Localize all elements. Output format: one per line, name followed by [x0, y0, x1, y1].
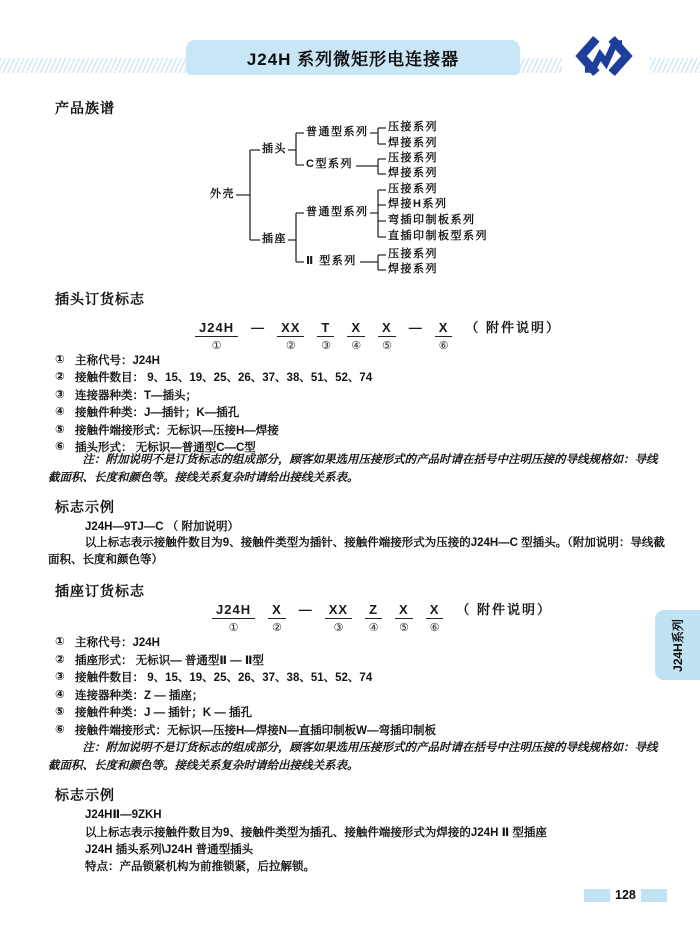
- item-text: 接触件种类：J—插针；K—插孔: [75, 407, 240, 420]
- code-dash: —: [251, 320, 265, 335]
- item-index: ⑤: [55, 423, 65, 436]
- page-number: 128: [615, 888, 636, 902]
- item-text: 插座形式： 无标识— 普通型Ⅱ — Ⅱ型: [75, 654, 264, 667]
- item-text: 接触件端接形式：无标识—压接H—焊接: [75, 424, 279, 437]
- example1-code: J24H—9TJ—C （ 附加说明）: [85, 521, 240, 533]
- code-dash: —: [298, 602, 312, 617]
- tree-leaf: 焊接H系列: [388, 198, 448, 210]
- tree-node-socket-ii: Ⅱ 型系列: [306, 255, 357, 267]
- socket-order-note: 注：附加说明不是订货标志的组成部分，顾客如果选用压接形式的产品时请在括号中注明压接的导线规格如：导线截面积、长度和颜色等。接线关系复杂时请给出接线关系表。: [48, 742, 658, 772]
- list-item: [55, 687, 436, 705]
- code-segment: [268, 602, 286, 635]
- item-index: ④: [55, 688, 65, 701]
- tree-node-socket: 插座: [262, 233, 287, 245]
- code-text: X: [426, 602, 444, 619]
- code-index: ②: [271, 622, 282, 634]
- item-index: ①: [55, 636, 65, 648]
- list-item: [55, 352, 372, 369]
- code-index: ③: [333, 622, 344, 634]
- code-segment: [195, 320, 238, 353]
- list-item: [55, 634, 436, 652]
- item-index: ⑥: [55, 440, 65, 453]
- item-text: 接触件数目： 9、15、19、25、26、37、38、51、52、74: [75, 672, 373, 685]
- code-segment: [435, 320, 453, 353]
- footer-accent-box: [584, 889, 610, 902]
- code-index: ①: [211, 340, 222, 352]
- tree-node-plug-common: 普通型系列: [306, 126, 369, 138]
- plug-order-code: [195, 320, 561, 353]
- socket-order-code: [212, 602, 552, 635]
- code-segment: [395, 602, 413, 635]
- code-index: ①: [228, 622, 239, 634]
- code-segment: [277, 320, 304, 353]
- item-text: 主称代号：J24H: [75, 355, 160, 367]
- tree-leaf: 直插印制板型系列: [388, 230, 488, 242]
- list-item: [55, 704, 436, 722]
- series-side-tab: [655, 610, 700, 680]
- example2-line: 以上标志表示接触件数目为9、接触件类型为插孔、接触件端接形式为焊接的J24H Ⅱ 型插座: [85, 827, 547, 839]
- list-item: [55, 669, 436, 687]
- code-segment: [317, 320, 334, 353]
- brand-logo-icon: [571, 35, 637, 77]
- code-text: J24H: [195, 320, 238, 337]
- tree-leaf: 焊接系列: [388, 167, 438, 179]
- list-item: [55, 722, 436, 740]
- code-index: ⑥: [438, 340, 449, 352]
- header-hatch-band-right: [650, 58, 700, 73]
- plug-order-item-list: [55, 352, 372, 456]
- tree-leaf: 焊接系列: [388, 137, 438, 149]
- code-text: XX: [277, 320, 304, 337]
- code-text: J24H: [212, 602, 255, 619]
- code-index: ②: [285, 340, 296, 352]
- list-item: [55, 369, 372, 386]
- item-index: ②: [55, 371, 65, 384]
- code-text: X: [435, 320, 453, 337]
- code-index: ③: [320, 340, 331, 352]
- item-index: ④: [55, 406, 65, 419]
- item-index: ③: [55, 388, 65, 401]
- product-family-tree: [198, 118, 668, 283]
- list-item: [55, 404, 372, 421]
- socket-order-heading: 插座订货标志: [55, 583, 145, 599]
- code-suffix: （ 附件说明）: [456, 602, 553, 617]
- list-item: [55, 422, 372, 439]
- item-text: 连接器种类：Z — 插座；: [75, 689, 204, 702]
- socket-order-item-list: [55, 634, 436, 740]
- code-index: ⑥: [429, 622, 440, 634]
- plug-order-note: 注：附加说明不是订货标志的组成部分，顾客如果选用压接形式的产品时请在括号中注明压接的导线规格如：导线截面积、长度和颜色等。接线关系复杂时请给出接线关系表。: [48, 454, 658, 484]
- code-text: XX: [325, 602, 352, 619]
- code-text: Z: [365, 602, 382, 619]
- item-text: 接触件端接形式：无标识—压接H—焊接N—直插印制板W—弯插印制板: [75, 724, 436, 737]
- code-segment: [347, 320, 365, 353]
- page-title: J24H 系列微矩形电连接器: [246, 50, 460, 69]
- item-text: 主称代号：J24H: [75, 637, 160, 649]
- code-index: ⑤: [398, 622, 409, 634]
- code-index: ④: [351, 340, 362, 352]
- example2-code: J24HⅡ—9ZKH: [85, 809, 162, 821]
- code-segment: [378, 320, 396, 353]
- item-index: ①: [55, 354, 65, 366]
- family-tree-heading: 产品族谱: [55, 100, 115, 116]
- example1-heading: 标志示例: [55, 499, 115, 515]
- example2-line: 特点：产品锁紧机构为前推锁紧，后拉解锁。: [85, 861, 315, 873]
- item-text: 插头形式： 无标识—普通型C—C型: [75, 441, 256, 454]
- item-text: 接触件数目： 9、15、19、25、26、37、38、51、52、74: [75, 372, 373, 385]
- code-segment: [212, 602, 255, 635]
- item-index: ⑤: [55, 706, 65, 719]
- series-side-tab-label: J24H系列: [671, 618, 686, 672]
- tree-leaf: 压接系列: [388, 121, 438, 133]
- code-text: T: [317, 320, 334, 337]
- tree-leaf: 压接系列: [388, 152, 438, 164]
- item-index: ⑥: [55, 723, 65, 736]
- page-title-banner: [186, 40, 520, 75]
- tree-leaf: 焊接系列: [388, 263, 438, 275]
- code-index: ⑤: [381, 340, 392, 352]
- code-text: X: [268, 602, 286, 619]
- code-segment: [325, 602, 352, 635]
- tree-node-plug: 插头: [262, 143, 287, 155]
- item-index: ③: [55, 671, 65, 684]
- code-text: X: [347, 320, 365, 337]
- item-text: 连接器种类：T—插头；: [75, 389, 198, 402]
- list-item: [55, 652, 436, 670]
- example2-heading: 标志示例: [55, 787, 115, 803]
- code-segment: [365, 602, 382, 635]
- list-item: [55, 387, 372, 404]
- code-dash: —: [408, 320, 422, 335]
- tree-leaf: 弯插印制板系列: [388, 214, 476, 226]
- code-suffix: （ 附件说明）: [465, 320, 562, 335]
- tree-node-socket-common: 普通型系列: [306, 206, 369, 218]
- item-index: ②: [55, 653, 65, 666]
- plug-order-heading: 插头订货标志: [55, 291, 145, 307]
- code-text: X: [378, 320, 396, 337]
- code-segment: [426, 602, 444, 635]
- item-text: 接触件种类：J — 插针；K — 插孔: [75, 707, 252, 720]
- tree-leaf: 压接系列: [388, 183, 438, 195]
- tree-node-plug-c: C型系列: [306, 158, 353, 170]
- tree-node-root: 外壳: [210, 188, 235, 200]
- page-footer: [584, 888, 667, 902]
- example2-line: J24H 插头系列\J24H 普通型插头: [85, 844, 254, 856]
- code-index: ④: [368, 622, 379, 634]
- example1-description: 以上标志表示接触件数目为9、接触件类型为插针、接触件端接形式为压接的J24H—C 型插头。（附加说明：导线截面积、长度和颜色等）: [48, 537, 665, 566]
- tree-leaf: 压接系列: [388, 248, 438, 260]
- code-text: X: [395, 602, 413, 619]
- footer-accent-box: [641, 889, 667, 902]
